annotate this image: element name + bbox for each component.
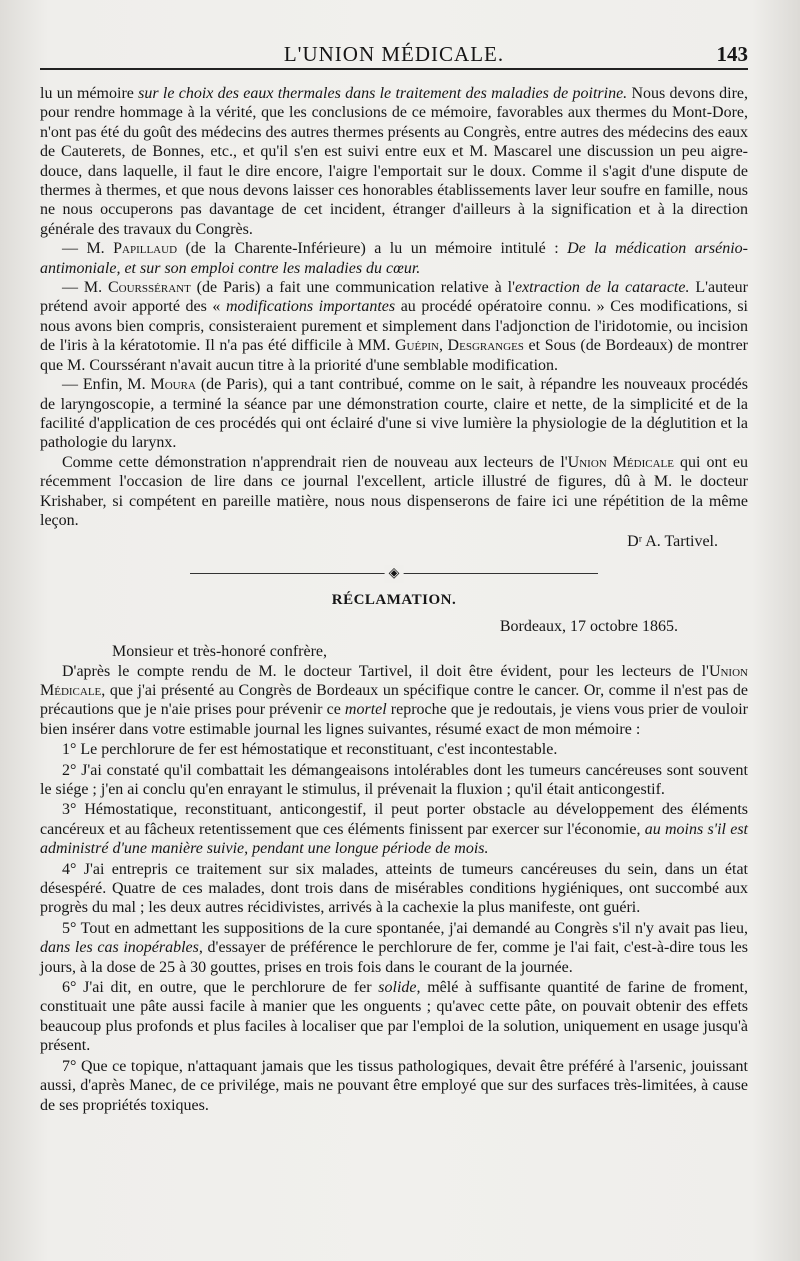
paragraph-coursserant: — M. Courssérant (de Paris) a fait une communication relative à l'extraction de la cataracte. L'auteur prétend avoir apporté des « modifications importantes au procédé opératoire connu. » Ces modifications, si nous avons bien compris, consisteraient purement et simplement dans l'adjonction de l'iridotomie, ou incision de l'iris à la kératotomie. Il n'a pas été difficile à MM. Guépin, Desgranges et Sous (de Bordeaux) de montrer que M. Courssérant n'avait aucun titre à la priorité d'une semblable modification. [40, 279, 749, 374]
list-item: 5° Tout en admettant les suppositions de la cure spontanée, j'ai demandé au Congrès s'il n'y avait pas lieu, dans les cas inopérables, d'essayer de préférence le perchlorure de fer, comme je l'ai fait, c'est-à-dire tous les jours, à la dose de 25 à 30 gouttes, prises en trois fois dans le courant de la journée. [40, 919, 749, 976]
letter-dateline: Bordeaux, 17 octobre 1865. [499, 617, 678, 635]
paragraph-mascarel: lu un mémoire sur le choix des eaux thermales dans le traitement des maladies de poitrine. Nous devons dire, pour rendre hommage à la vérité, que les conclusions de ce mémoire, favorables aux thermes du Mont-Dore, n'ont pas été du goût des médecins des autres thermes présents au Congrès, entre autres des médecins des eaux de Cauterets, de Bonnes, etc., et qu'il s'en est suivi entre eux et M. Mascarel une discussion un peu aigre-douce, dans laquelle, il faut le dire encore, l'aigre l'emportait sur le doux. Comme il s'agit d'une dispute de thermes à thermes, et que nous devons laisser ces honorables établissements laver leur soufre en famille, nous ne nous occuperons pas davantage de cet incident, étranger d'ailleurs à la signification et à la direction générale des travaux du Congrès. [40, 85, 749, 238]
list-item: 7° Que ce topique, n'attaquant jamais que les tissus pathologiques, devait être préféré à l'arsenic, jouissant aussi, d'après Manec, de ce privilége, mais ne pouvant être employé que sur des surfaces très-limitées, à cause de ses propriétés toxiques. [40, 1057, 748, 1114]
journal-title: L'UNION MÉDICALE. [283, 42, 505, 66]
paragraph-papillaud: — M. Papillaud (de la Charente-Inférieure) a lu un mémoire intitulé : De la médication arsénio-antimoniale, et sur son emploi contre les maladies du cœur. [40, 240, 748, 277]
divider-ornament-icon: ◈ [385, 565, 404, 583]
article-body [40, 84, 748, 552]
section-heading: RÉCLAMATION. [331, 591, 457, 608]
list-item: 1° Le perchlorure de fer est hémostatique et reconstituant, c'est incontestable. [62, 741, 558, 759]
page-number: 143 [716, 42, 748, 66]
list-item: 4° J'ai entrepris ce traitement sur six malades, atteints de tumeurs cancéreuses du sein, dans un état désespéré. Quatre de ces malades, dont trois dans de misérables conditions hygiéniques, ont succombé aux progrès du mal ; les deux autres récidivistes, arrivés à la cachexie la plus manifeste, ont guéri. [40, 860, 748, 917]
running-head [40, 28, 748, 70]
letter-salutation: Monsieur et très-honoré confrère, [112, 643, 328, 661]
list-item: 2° J'ai constaté qu'il combattait les démangeaisons intolérables dont les tumeurs cancéreuses sont souvent le siége ; j'en ai conclu qu'en enrayant le stimulus, il prévenait la fluxion ; qu'il était anticongestif. [40, 761, 748, 798]
paragraph-demonstration: Comme cette démonstration n'apprendrait rien de nouveau aux lecteurs de l'Union Médicale qui ont eu récemment l'occasion de lire dans ce journal l'excellent, article illustré de figures, dû à M. le docteur Krishaber, si compétent en pareille matière, nous nous dispenserons de faire ici une répétition de la même leçon. [40, 453, 748, 529]
list-item: 3° Hémostatique, reconstituant, anticongestif, il peut porter obstacle au développement des éléments cancéreux et au fâcheux retentissement que ces éléments finissent par exercer sur l'économie, au moins s'il est administré d'une manière suivie, pendant une longue période de mois. [40, 801, 749, 858]
list-item: 6° J'ai dit, en outre, que le perchlorure de fer solide, mêlé à suffisante quantité de farine de froment, constituait une pâte aussi facile à manier que les onguents ; qu'avec cette pâte, on pouvait obtenir des effets beaucoup plus profonds et plus faciles à localiser que par l'emploi de la solution, uniquement en usage jusqu'à présent. [40, 979, 748, 1055]
reclamation-section [40, 592, 748, 1115]
section-divider [190, 564, 598, 584]
paragraph-moura: — Enfin, M. Moura (de Paris), qui a tant contribué, comme on le sait, à répandre les nouveaux procédés de laryngoscopie, a terminé la séance par une démonstration courte, claire et nette, de la simplicité et de la facilité d'application de ces procédés qui ont éclairé d'une si vive lumière la physiologie de la déglutition et la pathologie du larynx. [40, 376, 748, 452]
letter-intro: D'après le compte rendu de M. le docteur Tartivel, il doit être évident, pour les lecteurs de l'Union Médicale, que j'ai présenté au Congrès de Bordeaux un spécifique contre le cancer. Or, comme il n'est pas de précautions que je n'aie prises pour prévenir ce mortel reproche que je redoutais, je viens vous prier de vouloir bien insérer dans votre estimable journal les lignes suivantes, résumé exact de mon mémoire : [40, 662, 749, 738]
author-signature: Dʳ A. Tartivel. [627, 533, 718, 551]
